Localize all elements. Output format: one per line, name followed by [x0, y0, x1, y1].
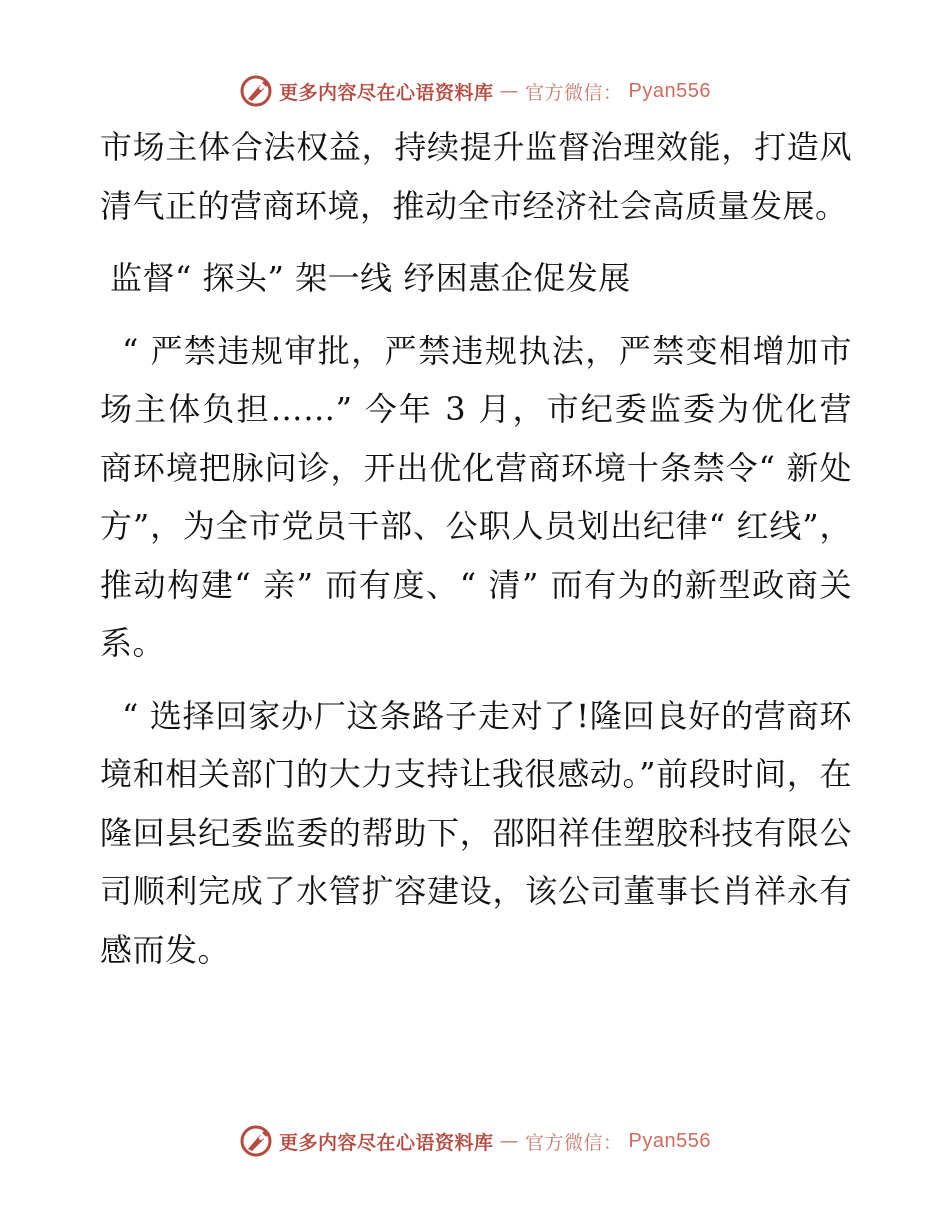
paragraph-intro: 市场主体合法权益，持续提升监督治理效能，打造风清气正的营商环境，推动全市经济社会高质量发展。 — [100, 128, 852, 225]
watermark-title: 更多内容尽在心语资料库 — [279, 1131, 494, 1154]
section-heading: 监督“ 探头” 架一线 纾困惠企促发展 — [110, 259, 631, 297]
header-watermark — [0, 74, 950, 108]
paragraph-ban-order: “ 严禁违规审批，严禁违规执法，严禁变相增加市场主体负担……” 今年 3 月，市纪委监委为优化营商环境把脉问诊，开出优化营商环境十条禁令“ 新处方”，为全市党员干部、公职人员划出纪律“ 红线”，推动构建“ 亲” 而有度、“ 清” 而有为的新型政商关系。 — [100, 331, 852, 662]
watermark-title: 更多内容尽在心语资料库 — [279, 81, 494, 104]
watermark-wechat-id: Pyan556 — [628, 79, 711, 102]
watermark-wechat-id: Pyan556 — [628, 1129, 711, 1152]
watermark-wechat-label: 官方微信： — [525, 81, 623, 104]
document-body — [100, 118, 852, 993]
pen-nib-logo-icon — [239, 1124, 273, 1158]
watermark-dash: — — [499, 1130, 520, 1152]
paragraph-company-case: “ 选择回家办厂这条路子走对了!隆回良好的营商环境和相关部门的大力支持让我很感动。”前段时间，在隆回县纪委监委的帮助下，邵阳祥佳塑胶科技有限公司顺利完成了水管扩容建设，该公司董事长肖祥永有感而发。 — [100, 696, 852, 969]
footer-watermark — [0, 1124, 950, 1158]
watermark-wechat-label: 官方微信： — [525, 1131, 623, 1154]
pen-nib-logo-icon — [239, 74, 273, 108]
watermark-dash: — — [499, 80, 520, 102]
